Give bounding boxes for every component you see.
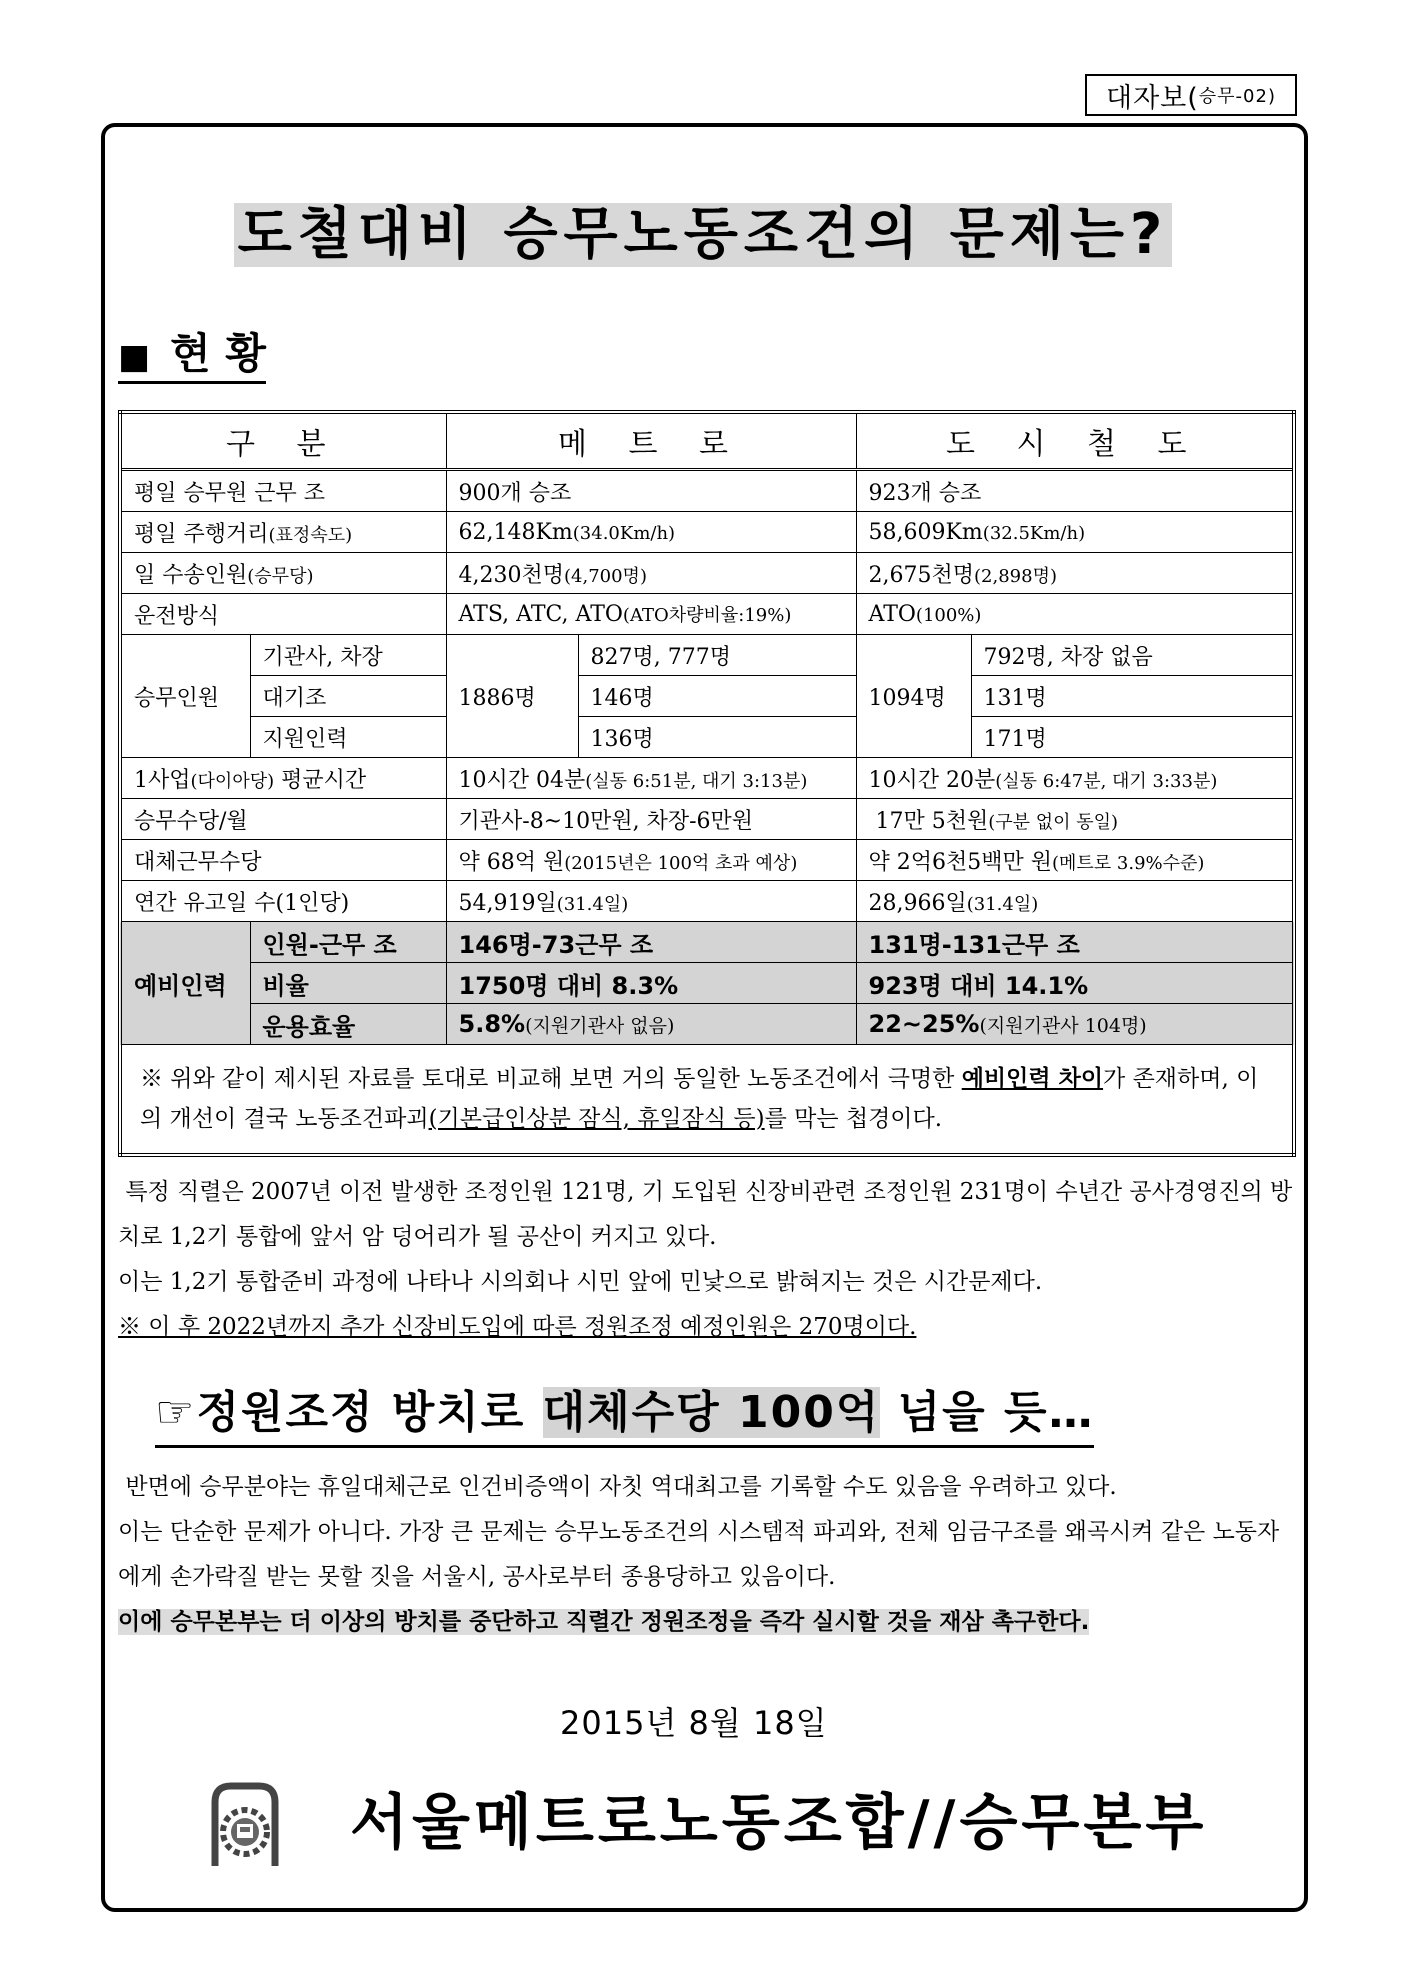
table-row — [120, 799, 1294, 840]
dosi-value: 10시간 20분(실동 6:47분, 대기 3:33분) — [856, 758, 1294, 799]
metro-value: 기관사-8~10만원, 차장-6만원 — [446, 799, 856, 840]
dosi-value: 28,966일(31.4일) — [856, 881, 1294, 922]
dosi-value: ATO(100%) — [856, 594, 1294, 635]
dosi-reserve-value: 923명 대비 14.1% — [856, 963, 1294, 1004]
row-label: 대체근무수당 — [120, 840, 446, 881]
note-row — [120, 1045, 1294, 1156]
row-label: 운전방식 — [120, 594, 446, 635]
status-table — [118, 410, 1296, 1157]
metro-value: 10시간 04분(실동 6:51분, 대기 3:13분) — [446, 758, 856, 799]
table-row — [120, 635, 1294, 676]
row-label: 평일 주행거리(표정속도) — [120, 512, 446, 553]
paragraph-2-line-1: 반면에 승무분야는 휴일대체근로 인건비증액이 자칫 역대최고를 기록할 수도 있음을 우려하고 있다. — [118, 1474, 1117, 1500]
metro-crew-total: 1886명 — [446, 635, 578, 758]
headline-highlight: 대체수당 100억 — [542, 1387, 881, 1438]
header-metro: 메 트 로 — [446, 412, 856, 470]
metro-value: 54,919일(31.4일) — [446, 881, 856, 922]
doc-tag-main: 대자보( — [1106, 82, 1199, 114]
crew-sub-label: 지원인력 — [250, 717, 446, 758]
table-row — [120, 717, 1294, 758]
dosi-value: 58,609Km(32.5Km/h) — [856, 512, 1294, 553]
square-bullet-icon: ■ — [118, 337, 151, 377]
row-label: 승무수당/월 — [120, 799, 446, 840]
row-label: 1사업(다이아당) 평균시간 — [120, 758, 446, 799]
table-row — [120, 594, 1294, 635]
note-highlight: 예비인력 차이 — [961, 1066, 1104, 1092]
document-date: 2015년 8월 18일 — [560, 1704, 828, 1742]
metro-value: 4,230천명(4,700명) — [446, 553, 856, 594]
dosi-value: 792명, 차장 없음 — [971, 635, 1294, 676]
reserve-row — [120, 1004, 1294, 1045]
table-row — [120, 553, 1294, 594]
dosi-value: 17만 5천원(구분 없이 동일) — [856, 799, 1294, 840]
paragraph-1 — [118, 1170, 1298, 1350]
metro-value: 146명 — [578, 676, 856, 717]
table-row — [120, 881, 1294, 922]
table-row — [120, 512, 1294, 553]
paragraph-1-line-3: ※ 이 후 2022년까지 추가 신장비도입에 따른 정원조정 예정인원은 270명이다. — [118, 1314, 917, 1340]
metro-value: 62,148Km(34.0Km/h) — [446, 512, 856, 553]
paragraph-2 — [118, 1465, 1298, 1645]
header-dosi: 도 시 철 도 — [856, 412, 1294, 470]
metro-value: 약 68억 원(2015년은 100억 초과 예상) — [446, 840, 856, 881]
dosi-value: 131명 — [971, 676, 1294, 717]
crew-sub-label: 기관사, 차장 — [250, 635, 446, 676]
reserve-row — [120, 922, 1294, 963]
table-header-row — [120, 412, 1294, 470]
dosi-value: 923개 승조 — [856, 470, 1294, 512]
section-heading — [118, 330, 266, 384]
pointing-hand-icon: ☞ — [155, 1387, 197, 1438]
reserve-sub-label: 운용효율 — [250, 1004, 446, 1045]
metro-reserve-value: 5.8%(지원기관사 없음) — [446, 1004, 856, 1045]
metro-value: 827명, 777명 — [578, 635, 856, 676]
crew-sub-label: 대기조 — [250, 676, 446, 717]
reserve-label: 예비인력 — [120, 922, 250, 1045]
paragraph-1-line-2: 이는 1,2기 통합준비 과정에 나타나 시의회나 시민 앞에 민낯으로 밝혀지는 것은 시간문제다. — [118, 1269, 1043, 1295]
dosi-value: 171명 — [971, 717, 1294, 758]
headline: ☞정원조정 방치로 대체수당 100억 넘을 듯… — [155, 1385, 1094, 1448]
header-category: 구 분 — [120, 412, 446, 470]
union-logo-icon — [207, 1780, 283, 1870]
dosi-crew-total: 1094명 — [856, 635, 971, 758]
table-note: ※ 위와 같이 제시된 자료를 토대로 비교해 보면 거의 동일한 노동조건에서 극명한 예비인력 차이가 존재하며, 이의 개선이 결국 노동조건파괴(기본급인상분 잠식, 휴일잠식 등)를 막는 첩경이다. — [120, 1045, 1294, 1156]
table-row — [120, 676, 1294, 717]
reserve-sub-label: 비율 — [250, 963, 446, 1004]
row-label: 평일 승무원 근무 조 — [120, 470, 446, 512]
paragraph-2-line-3: 이에 승무본부는 더 이상의 방치를 중단하고 직렬간 정원조정을 즉각 실시할 것을 재삼 촉구한다. — [118, 1609, 1090, 1635]
paragraph-1-line-1: 특정 직렬은 2007년 이전 발생한 조정인원 121명, 기 도입된 신장비관련 조정인원 231명이 수년간 공사경영진의 방치로 1,2기 통합에 앞서 암 덩어리가 될 공산이 커지고 있다. — [118, 1179, 1293, 1250]
metro-reserve-value: 1750명 대비 8.3% — [446, 963, 856, 1004]
table-row — [120, 840, 1294, 881]
section-label: 현 황 — [170, 329, 266, 378]
metro-value: ATS, ATC, ATO(ATO차량비율:19%) — [446, 594, 856, 635]
dosi-value: 약 2억6천5백만 원(메트로 3.9%수준) — [856, 840, 1294, 881]
page-title: 도철대비 승무노동조건의 문제는? — [234, 203, 1173, 267]
paragraph-2-line-2: 이는 단순한 문제가 아니다. 가장 큰 문제는 승무노동조건의 시스템적 파괴와, 전체 임금구조를 왜곡시켜 같은 노동자에게 손가락질 받는 못할 짓을 서울시, 공사로부터 종용당하고 있음이다. — [118, 1519, 1280, 1590]
metro-value: 136명 — [578, 717, 856, 758]
page-title-wrap — [143, 203, 1263, 267]
row-label: 연간 유고일 수(1인당) — [120, 881, 446, 922]
dosi-reserve-value: 131명-131근무 조 — [856, 922, 1294, 963]
doc-tag — [1085, 74, 1297, 116]
dosi-value: 2,675천명(2,898명) — [856, 553, 1294, 594]
table-row — [120, 758, 1294, 799]
row-label: 일 수송인원(승무당) — [120, 553, 446, 594]
reserve-row — [120, 963, 1294, 1004]
metro-reserve-value: 146명-73근무 조 — [446, 922, 856, 963]
reserve-sub-label: 인원-근무 조 — [250, 922, 446, 963]
table-row — [120, 470, 1294, 512]
dosi-reserve-value: 22~25%(지원기관사 104명) — [856, 1004, 1294, 1045]
doc-tag-sub: 승무-02) — [1198, 86, 1276, 107]
crew-label: 승무인원 — [120, 635, 250, 758]
organization-name: 서울메트로노동조합//승무본부 — [350, 1788, 1208, 1858]
metro-value: 900개 승조 — [446, 470, 856, 512]
